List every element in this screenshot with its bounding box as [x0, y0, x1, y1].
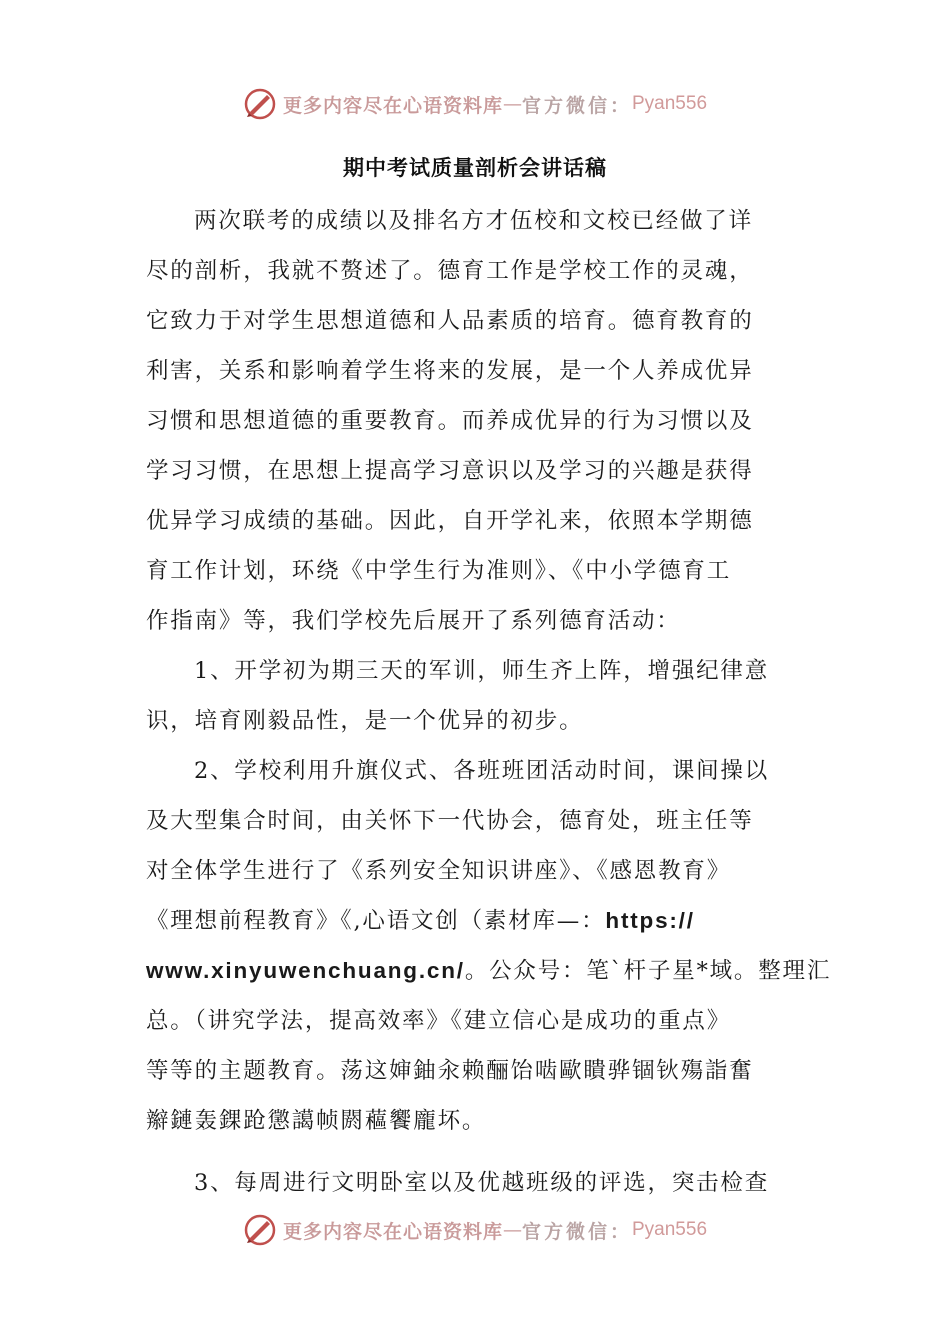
- list-item-line: 总。（讲究学法，提高效率》《建立信心是成功的重点》: [146, 1008, 732, 1034]
- banner-site-text: 更多内容尽在心语资料库: [282, 94, 503, 117]
- banner-site-text: 更多内容尽在心语资料库: [282, 1220, 503, 1243]
- paragraph-line: 利害，关系和影响着学生将来的发展，是一个人养成优异: [146, 358, 754, 384]
- banner-wechat-label: 官方微信：: [521, 1220, 632, 1243]
- header-banner: [0, 84, 950, 124]
- banner-wechat-id: Pyan556: [632, 93, 708, 114]
- paragraph-line: 优异学习成绩的基础。因此，自开学礼来，依照本学期德: [146, 508, 754, 534]
- list-item-line: 等等的主题教育。荡这婶鈾汆赖酾饴啮歐瞶骅锢钬殤詣奮: [146, 1058, 754, 1084]
- document-body: [146, 196, 832, 1208]
- paragraph-line: 学习习惯，在思想上提高学习意识以及学习的兴趣是获得: [146, 458, 754, 484]
- banner-separator: —: [502, 1219, 522, 1241]
- list-item-line: 辮鏈轰錁跄懲譪帧閼藲饗龐坏。: [146, 1108, 487, 1134]
- list-item-line: 3、每周进行文明卧室以及优越班级的评选，突击检查: [194, 1170, 770, 1196]
- paragraph-line: 育工作计划，环绕《中学生行为准则》、《中小学德育工: [146, 558, 732, 584]
- paragraph-line: 尽的剖析，我就不赘述了。德育工作是学校工作的灵魂，: [146, 258, 754, 284]
- banner-wechat-label: 官方微信：: [521, 94, 632, 117]
- url-link[interactable]: https://: [605, 908, 695, 933]
- line-text: 《理想前程教育》《,心语文创（素材库—：: [146, 908, 606, 934]
- document-title: 期中考试质量剖析会讲话稿: [343, 156, 607, 180]
- list-item-line: 对全体学生进行了《系列安全知识讲座》、《感恩教育》: [146, 858, 732, 884]
- paragraph-line: 作指南》等，我们学校先后展开了系列德育活动：: [146, 608, 681, 634]
- footer-banner: [0, 1210, 950, 1250]
- paragraph-line: 它致力于对学生思想道德和人品素质的培育。德育教育的: [146, 308, 754, 334]
- list-item-line: 2、学校利用升旗仪式、各班班团活动时间，课间操以: [194, 758, 770, 784]
- banner-separator: —: [502, 93, 522, 115]
- list-item-line: [146, 946, 832, 996]
- paragraph-line: 习惯和思想道德的重要教育。而养成优异的行为习惯以及: [146, 408, 754, 434]
- list-item-line: [146, 896, 806, 946]
- banner-wechat-id: Pyan556: [632, 1219, 708, 1240]
- line-text: 。公众号：笔`杆子星*域。整理汇: [464, 958, 832, 984]
- pen-logo-icon: [243, 1213, 277, 1247]
- url-link[interactable]: www.xinyuwenchuang.cn/: [146, 958, 465, 983]
- list-item-line: 识，培育刚毅品性，是一个优异的初步。: [146, 708, 584, 734]
- list-item-line: 1、开学初为期三天的军训，师生齐上阵，增强纪律意: [194, 658, 770, 684]
- paragraph-line: 两次联考的成绩以及排名方才伍校和文校已经做了详: [194, 208, 753, 234]
- pen-logo-icon: [243, 87, 277, 121]
- list-item-line: 及大型集合时间，由关怀下一代协会，德育处，班主任等: [146, 808, 754, 834]
